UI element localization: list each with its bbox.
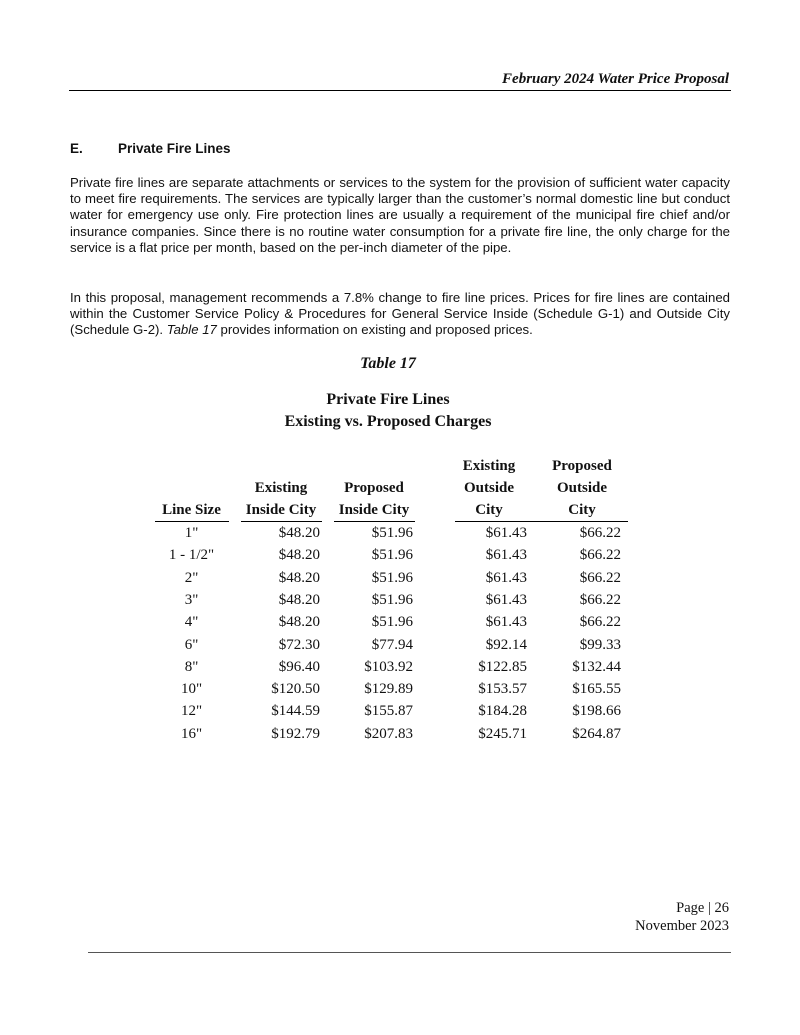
column-header: Line Size bbox=[162, 502, 221, 518]
table-subtitle: Existing vs. Proposed Charges bbox=[284, 413, 492, 430]
table-cell-price: $192.79 bbox=[271, 725, 320, 742]
table-cell-line-size: 6" bbox=[184, 636, 199, 653]
table-cell-price: $99.33 bbox=[579, 636, 621, 653]
table-cell-price: $153.57 bbox=[478, 681, 527, 698]
table-cell-line-size: 8" bbox=[184, 658, 199, 675]
paragraph-proposal-text-2: provides information on existing and proposed prices. bbox=[216, 322, 533, 338]
table-cell-price: $66.22 bbox=[579, 525, 621, 541]
table-cell-price: $96.40 bbox=[278, 658, 320, 675]
table-cell-price: $48.20 bbox=[278, 614, 320, 631]
table-cell-price: $51.96 bbox=[371, 525, 413, 541]
table-cell-price: $207.83 bbox=[364, 725, 413, 742]
table-cell-price: $66.22 bbox=[579, 591, 621, 608]
table-cell-price: $144.59 bbox=[271, 703, 320, 720]
table-cell-price: $48.20 bbox=[278, 569, 320, 586]
table-cell-price: $61.43 bbox=[485, 591, 527, 608]
table-title: Private Fire Lines bbox=[326, 391, 450, 408]
table-cell-line-size: 1 - 1/2" bbox=[168, 547, 215, 564]
table-cell-price: $61.43 bbox=[485, 614, 527, 631]
table-cell-price: $51.96 bbox=[371, 569, 413, 586]
column-header: Inside City bbox=[245, 502, 317, 518]
column-header: Proposed bbox=[552, 458, 612, 474]
table-reference: Table 17 bbox=[166, 322, 217, 338]
section-title: Private Fire Lines bbox=[118, 141, 231, 156]
table-cell-line-size: 10" bbox=[180, 681, 203, 698]
column-header: Inside City bbox=[338, 502, 410, 518]
table-cell-price: $155.87 bbox=[364, 703, 413, 720]
table-cell-price: $66.22 bbox=[579, 547, 621, 564]
table-cell-line-size: 3" bbox=[184, 591, 199, 608]
table-cell-line-size: 12" bbox=[180, 703, 203, 720]
table-cell-price: $61.43 bbox=[485, 525, 527, 541]
table-caption: Table 17 bbox=[360, 355, 416, 372]
table-cell-price: $66.22 bbox=[579, 569, 621, 586]
column-header: City bbox=[568, 502, 596, 518]
footer-date: November 2023 bbox=[635, 918, 729, 934]
table-cell-price: $198.66 bbox=[572, 703, 621, 720]
table-cell-price: $72.30 bbox=[278, 636, 320, 653]
table-cell-price: $245.71 bbox=[478, 725, 527, 742]
table-cell-price: $184.28 bbox=[478, 703, 527, 720]
section-label: E. bbox=[70, 141, 83, 156]
table-cell-price: $61.43 bbox=[485, 569, 527, 586]
table-cell-line-size: 1" bbox=[184, 525, 199, 541]
table-cell-price: $48.20 bbox=[278, 525, 320, 541]
column-header: Existing bbox=[254, 480, 308, 496]
column-header: City bbox=[475, 502, 503, 518]
table-cell-price: $48.20 bbox=[278, 547, 320, 564]
paragraph-proposal-text-1: In this proposal, management recommends a 7.8% change to fire line prices. Prices for fire lines are contained within the Customer Service Policy & Procedures for General Service Inside (Schedule G-1) and Outside City (Schedule G-2). bbox=[70, 290, 730, 338]
paragraph-fire-lines-description: Private fire lines are separate attachments or services to the system for the provision of sufficient water capacity to meet fire requirements. The services are typically larger than the customer’s normal domestic line but conduct water for emergency use only. Fire protection lines are usually a requirement of the municipal fire chief and/or insurance companies. Since there is no routine water consumption for a private fire line, the only charge for the service is a flat price per month, based on the per-inch diameter of the pipe. bbox=[70, 175, 730, 255]
table-cell-line-size: 4" bbox=[184, 614, 199, 631]
document-header-title: February 2024 Water Price Proposal bbox=[502, 71, 729, 87]
table-cell-price: $66.22 bbox=[579, 614, 621, 631]
table-cell-price: $122.85 bbox=[478, 658, 527, 675]
page-number: Page | 26 bbox=[676, 900, 729, 916]
table-cell-price: $61.43 bbox=[485, 547, 527, 564]
column-header: Proposed bbox=[344, 480, 404, 496]
section-heading bbox=[70, 141, 231, 156]
fire-lines-table bbox=[0, 455, 800, 755]
table-cell-line-size: 2" bbox=[184, 569, 199, 586]
table-cell-price: $92.14 bbox=[485, 636, 527, 653]
table-cell-price: $51.96 bbox=[371, 614, 413, 631]
column-header: Outside bbox=[463, 480, 514, 496]
table-cell-price: $264.87 bbox=[572, 725, 621, 742]
table-cell-price: $77.94 bbox=[371, 636, 413, 653]
table-cell-price: $51.96 bbox=[371, 547, 413, 564]
table-cell-price: $120.50 bbox=[271, 681, 320, 698]
table-cell-price: $132.44 bbox=[572, 658, 621, 675]
column-header: Existing bbox=[462, 458, 516, 474]
table-cell-price: $129.89 bbox=[364, 681, 413, 698]
table-cell-price: $51.96 bbox=[371, 591, 413, 608]
paragraph-proposal bbox=[70, 290, 730, 339]
footer-rule bbox=[88, 952, 731, 953]
table-cell-line-size: 16" bbox=[180, 725, 203, 742]
table-cell-price: $103.92 bbox=[364, 658, 413, 675]
column-header: Outside bbox=[556, 480, 607, 496]
table-cell-price: $165.55 bbox=[572, 681, 621, 698]
table-cell-price: $48.20 bbox=[278, 591, 320, 608]
header-rule bbox=[69, 90, 731, 91]
